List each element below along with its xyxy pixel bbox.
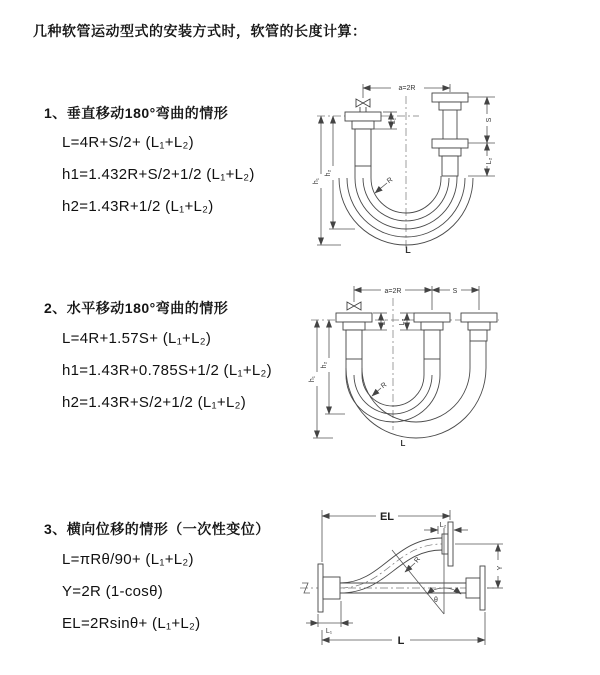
section-1-formula-h2: h2=1.43R+1/2 (L₁+L₂) [62,198,214,215]
dim-label-end1: L₁ [380,318,387,326]
dim-label-length: L [405,245,411,254]
dim-label-radius: R [380,381,389,391]
dim-label-h1: h₁ [313,177,320,185]
section-2-heading: 2、水平移动180°弯曲的情形 [44,300,229,316]
dim-label-radius: R [413,556,423,565]
right-flange-original [466,578,480,598]
dim-label-el: EL [379,511,395,523]
right-flange-upper [432,93,468,102]
dim-label-h2: h₂ [321,361,328,369]
left-flange [336,313,372,322]
dim-label-stroke: S [486,117,493,123]
dim-label-stroke: S [452,288,458,295]
section-1-formula-h1: h1=1.432R+S/2+1/2 (L₁+L₂) [62,166,255,183]
section-2-formula-h2: h2=1.43R+S/2+1/2 (L₁+L₂) [62,394,247,411]
section-3-formula-Y: Y=2R (1-cosθ) [62,583,164,600]
dim-label-end2: L₂ [486,157,493,165]
dim-label-length: L [400,439,406,448]
diagram-lateral-displacement [298,500,598,665]
dim-label-length: L [397,635,405,647]
dim-label-end1: L₁ [325,628,333,635]
middle-flange [414,313,450,322]
dim-label-end2: L₂ [399,318,406,326]
diagram-vertical-180-bend [305,76,545,254]
section-3-heading: 3、横向位移的情形（一次性变位） [44,521,270,537]
diagram-horizontal-180-bend [303,280,588,452]
dim-label-span: a=2R [398,85,416,92]
section-3-formula-L: L=πRθ/90+ (L₁+L₂) [62,551,194,568]
section-1-heading: 1、垂直移动180°弯曲的情形 [44,105,229,121]
hose-u-arcs [346,341,486,438]
hose-s-curve [340,538,442,593]
dim-label-radius: R [386,176,395,186]
dim-label-y: Y [497,565,504,571]
section-2-formula-h1: h1=1.43R+0.785S+1/2 (L₁+L₂) [62,362,272,379]
left-flange [345,112,381,121]
dim-label-end2: L₂ [439,522,447,529]
page-title: 几种软管运动型式的安装方式时，软管的长度计算： [33,23,367,39]
section-1-formula-L: L=4R+S/2+ (L₁+L₂) [62,134,194,151]
dim-label-end1: L₁ [390,117,397,125]
left-braid-section [355,129,371,166]
dim-label-angle: θ [434,597,438,604]
dim-label-h1: h₁ [309,375,316,383]
right-flange [461,313,497,322]
valve-icon [356,99,370,107]
right-braid-section [442,156,458,176]
right-flange-lower [432,139,468,148]
dim-label-span: a=2R [384,288,402,295]
section-3-formula-EL: EL=2Rsinθ+ (L₁+L₂) [62,615,201,632]
left-flange [318,564,323,612]
right-braid-section [470,330,487,341]
valve-icon [347,302,361,310]
left-braid-section [346,330,362,359]
middle-braid-section [424,330,440,359]
section-2-formula-L: L=4R+1.57S+ (L₁+L₂) [62,330,212,347]
dim-label-h2: h₂ [325,169,332,177]
flange-displaced [448,522,453,566]
